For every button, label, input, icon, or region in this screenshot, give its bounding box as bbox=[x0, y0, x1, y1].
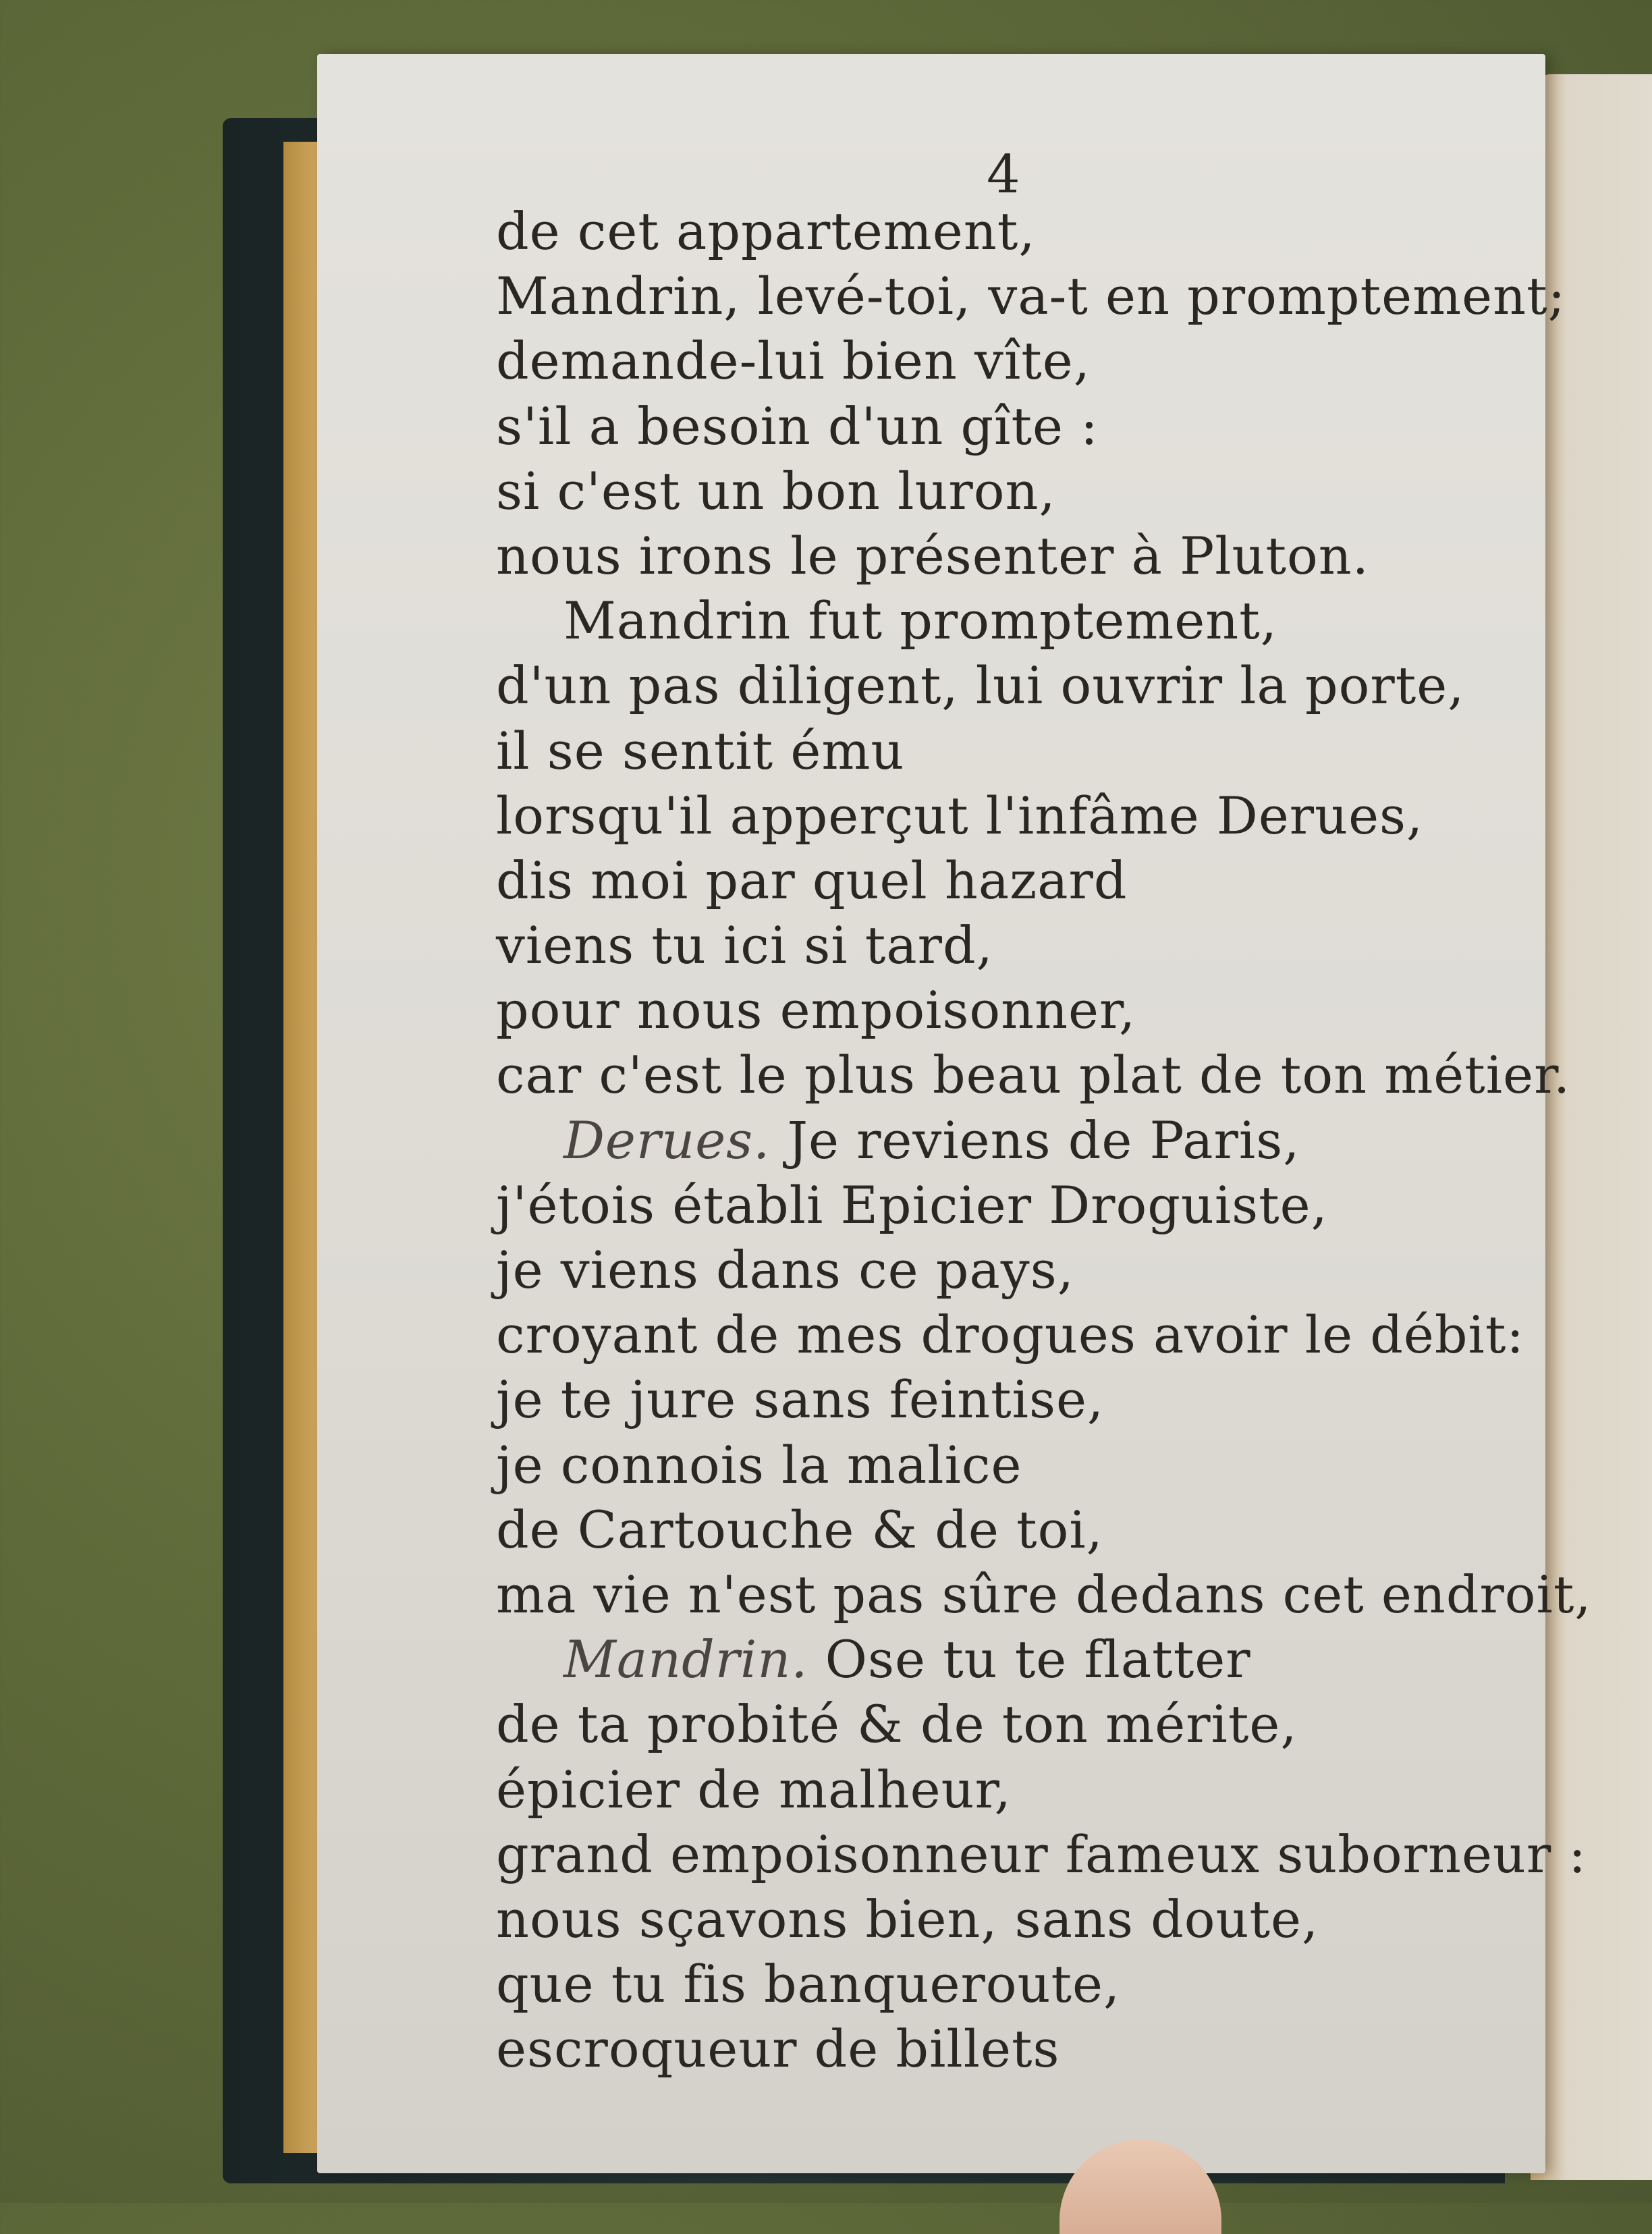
text-line bbox=[496, 459, 1549, 524]
line-text: de ta probité & de ton mérite, bbox=[496, 1694, 1298, 1755]
line-text: pour nous empoisonner, bbox=[496, 980, 1136, 1041]
line-text: il se sentit ému bbox=[496, 720, 905, 781]
line-text: nous irons le présenter à Pluton. bbox=[496, 525, 1369, 586]
text-line bbox=[496, 1887, 1549, 1952]
text-line bbox=[496, 2017, 1549, 2081]
line-text: épicier de malheur, bbox=[496, 1759, 1012, 1820]
line-text: nous sçavons bien, sans doute, bbox=[496, 1888, 1319, 1949]
line-text: demande-lui bien vîte, bbox=[496, 331, 1091, 391]
line-text: croyant de mes drogues avoir le débit: bbox=[496, 1305, 1524, 1365]
line-text: escroqueur de billets bbox=[496, 2019, 1060, 2079]
text-line bbox=[496, 1238, 1549, 1303]
line-text: dis moi par quel hazard bbox=[496, 850, 1128, 910]
line-text: Je reviens de Paris, bbox=[787, 1110, 1300, 1170]
line-text: je viens dans ce pays, bbox=[496, 1240, 1074, 1300]
line-text: si c'est un bon luron, bbox=[496, 460, 1056, 521]
text-line bbox=[496, 913, 1549, 978]
text-line bbox=[496, 1692, 1549, 1757]
text-line bbox=[496, 1433, 1549, 1498]
line-text: s'il a besoin d'un gîte : bbox=[496, 396, 1099, 456]
line-text: j'étois établi Epicier Droguiste, bbox=[496, 1174, 1328, 1235]
text-line bbox=[496, 329, 1549, 393]
text-line bbox=[496, 1562, 1592, 1627]
text-line bbox=[496, 1367, 1549, 1432]
line-text: Ose tu te flatter bbox=[825, 1629, 1251, 1690]
line-text: de cet appartement, bbox=[496, 201, 1036, 261]
text-line bbox=[496, 1173, 1549, 1238]
text-line bbox=[496, 199, 1549, 264]
text-line bbox=[496, 589, 1549, 653]
line-text: d'un pas diligent, lui ouvrir la porte, bbox=[496, 655, 1465, 716]
line-text: Mandrin, levé-toi, va-t en promptement; bbox=[496, 266, 1566, 327]
text-line bbox=[496, 848, 1549, 913]
line-text: grand empoisonneur fameux suborneur : bbox=[496, 1824, 1587, 1884]
text-line bbox=[496, 653, 1549, 718]
line-text: je connois la malice bbox=[496, 1434, 1022, 1495]
line-text: ma vie n'est pas sûre dedans cet endroit, bbox=[496, 1564, 1592, 1625]
line-text: Mandrin fut promptement, bbox=[563, 591, 1277, 651]
line-text: que tu fis banqueroute, bbox=[496, 1954, 1121, 2015]
text-line bbox=[496, 784, 1549, 848]
text-line bbox=[496, 1758, 1549, 1822]
text-line bbox=[496, 1043, 1571, 1108]
text-line bbox=[496, 1627, 1549, 1692]
text-line bbox=[496, 1822, 1587, 1887]
text-line bbox=[496, 1498, 1549, 1562]
text-line bbox=[496, 719, 1549, 784]
line-text: je te jure sans feintise, bbox=[496, 1369, 1105, 1430]
text-line bbox=[496, 1952, 1549, 2017]
text-line bbox=[496, 1303, 1549, 1367]
line-text: de Cartouche & de toi, bbox=[496, 1499, 1103, 1560]
speaker-name: Derues. bbox=[563, 1110, 771, 1170]
line-text: car c'est le plus beau plat de ton métier. bbox=[496, 1045, 1571, 1106]
line-text: lorsqu'il apperçut l'infâme Derues, bbox=[496, 785, 1424, 846]
text-line bbox=[496, 394, 1549, 459]
line-text: viens tu ici si tard, bbox=[496, 915, 993, 976]
text-line bbox=[496, 524, 1549, 589]
text-line bbox=[496, 1108, 1549, 1173]
text-line bbox=[496, 264, 1566, 329]
text-line bbox=[496, 978, 1549, 1043]
verse-text bbox=[496, 199, 1592, 2081]
page-number: 4 bbox=[987, 144, 1020, 205]
speaker-name: Mandrin. bbox=[563, 1629, 808, 1690]
